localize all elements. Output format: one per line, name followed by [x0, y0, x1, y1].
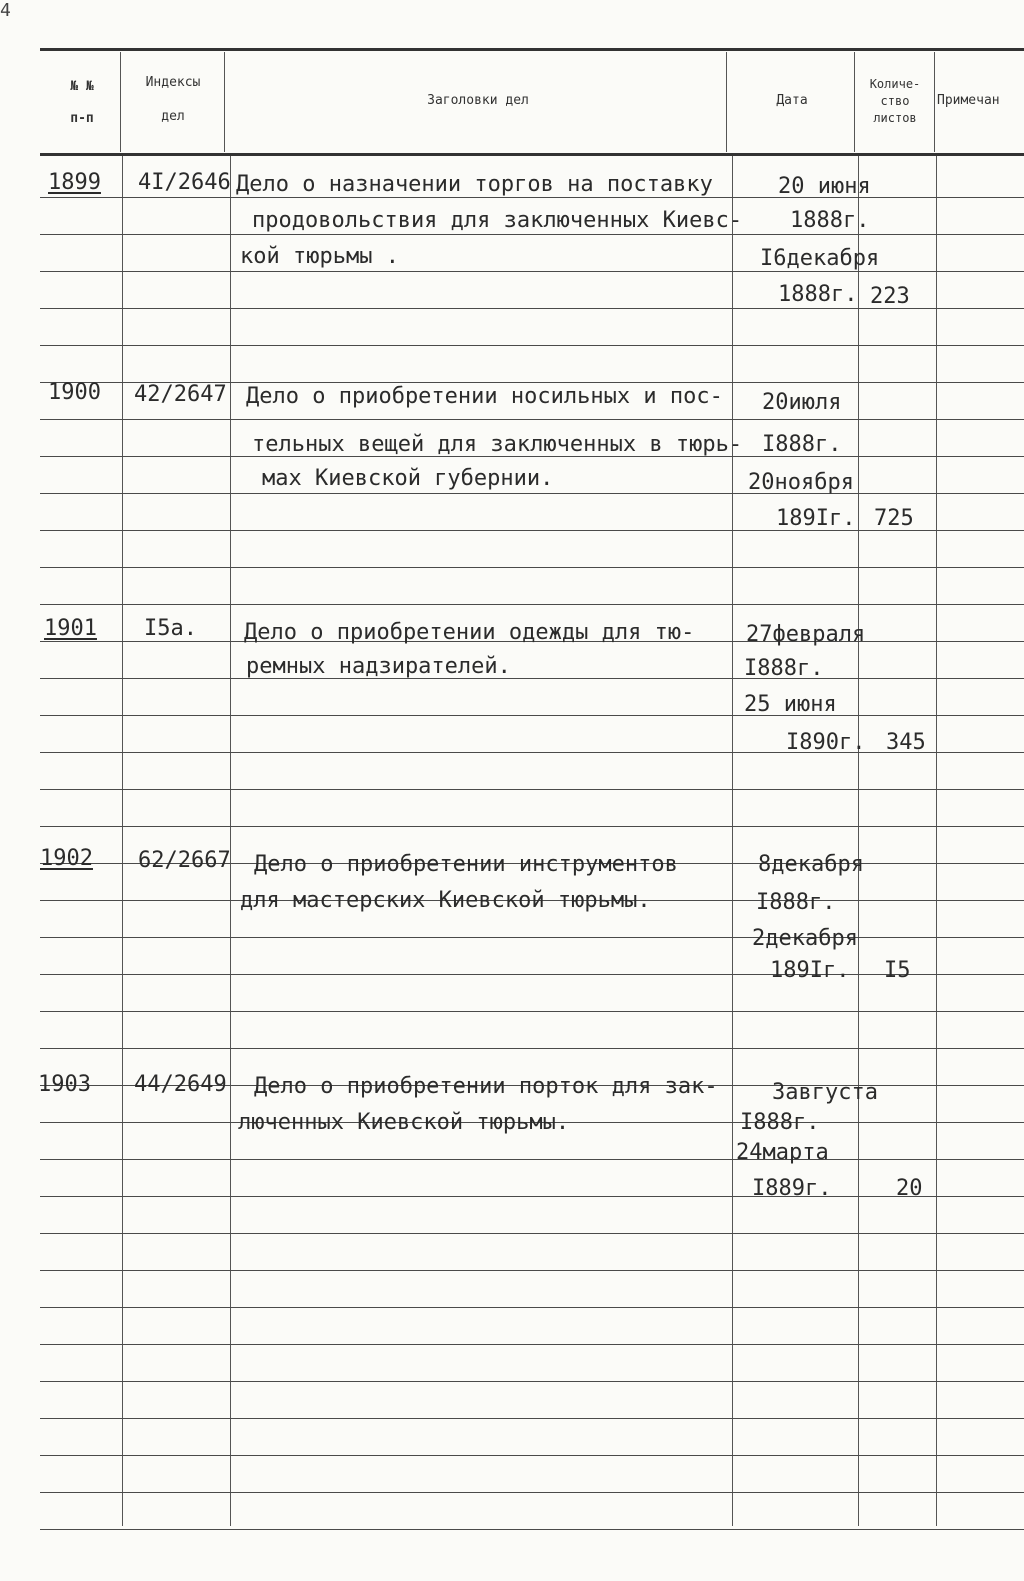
ruled-line — [40, 1529, 1024, 1530]
record-date-line: I889г. — [752, 1176, 832, 1201]
column-rule — [934, 52, 935, 152]
record-title-line: тельных вещей для заключенных в тюрь- — [252, 432, 743, 457]
record-sheets: 223 — [870, 284, 910, 309]
column-rule — [936, 156, 937, 1526]
record-sheets: 20 — [896, 1176, 923, 1201]
record-number: 1902 — [40, 846, 93, 871]
ruled-line — [40, 715, 1024, 716]
ruled-line — [40, 1307, 1024, 1308]
record-date-line: I6декабря — [760, 246, 880, 271]
ruled-line — [40, 678, 1024, 679]
ruled-line — [40, 1011, 1024, 1012]
column-rule — [732, 156, 733, 1526]
record-sheets: 725 — [874, 506, 914, 531]
ruled-line — [40, 752, 1024, 753]
header-col-notes: Примечан — [937, 93, 1000, 108]
record-title-line: Дело о приобретении инструментов — [254, 852, 678, 877]
header-col-sheets-line1: Количе- — [869, 77, 921, 91]
ruled-line — [40, 1270, 1024, 1271]
record-date-line: I888г. — [744, 656, 824, 681]
record-date-line: I888г. — [756, 890, 836, 915]
record-title-line: Дело о назначении торгов на поставку — [236, 172, 713, 197]
ruled-line — [40, 567, 1024, 568]
header-col-index-line2: дел — [161, 109, 185, 124]
record-title-line: для мастерских Киевской тюрьмы. — [240, 888, 651, 913]
header-col-sheets — [856, 76, 934, 127]
record-date-line: 189Iг. — [776, 506, 856, 531]
record-title-line: Дело о приобретении носильных и пос- — [246, 384, 723, 409]
record-date-line: 8декабря — [758, 852, 864, 877]
header-col-number — [44, 78, 120, 128]
header-col-date: Дата — [776, 93, 808, 108]
record-index: 44/2649 — [134, 1072, 227, 1097]
record-date-line: 189Iг. — [770, 958, 850, 983]
record-date-line: I888г. — [762, 432, 842, 457]
ruled-line — [40, 1455, 1024, 1456]
record-date-line: 25 июня — [744, 692, 837, 717]
record-date-line: 2декабря — [752, 926, 858, 951]
record-date-line: 1888г. — [778, 282, 858, 307]
ruled-line — [40, 789, 1024, 790]
corner-mark: 4 — [0, 0, 11, 21]
ruled-line — [40, 826, 1024, 827]
header-col-index-line1: Индексы — [145, 75, 201, 90]
record-date-line: 24марта — [736, 1140, 829, 1165]
header-col-sheets-line3: листов — [873, 111, 917, 125]
ruled-line — [40, 1159, 1024, 1160]
column-rule — [120, 52, 121, 152]
column-rule — [854, 52, 855, 152]
ruled-line — [40, 419, 1024, 420]
ruled-line — [40, 1492, 1024, 1493]
record-index: 42/2647 — [134, 382, 227, 407]
ruled-line — [40, 1344, 1024, 1345]
column-rule — [122, 156, 123, 1526]
record-title-line: люченных Киевской тюрьмы. — [238, 1110, 570, 1135]
record-date-line: 3августа — [772, 1080, 878, 1105]
ruled-line — [40, 234, 1024, 235]
record-sheets: 345 — [886, 730, 926, 755]
ruled-line — [40, 604, 1024, 605]
record-number: 1903 — [38, 1072, 91, 1097]
record-date-line: 1888г. — [790, 208, 870, 233]
record-index: 62/2667 — [138, 848, 231, 873]
record-date-line: 20июля — [762, 390, 842, 415]
header-col-index — [122, 74, 224, 126]
record-index: I5а. — [144, 616, 197, 641]
record-date-line: I890г. — [786, 730, 866, 755]
column-rule — [224, 52, 225, 152]
record-title-line: Дело о приобретении порток для зак- — [254, 1074, 718, 1099]
ruled-line — [40, 1381, 1024, 1382]
ruled-line — [40, 1048, 1024, 1049]
record-title-line: ремных надзирателей. — [246, 654, 511, 679]
header-col-sheets-line2: ство — [880, 94, 910, 108]
record-date-line: 27февраля — [746, 622, 866, 647]
ruled-line — [40, 1418, 1024, 1419]
record-number: 1899 — [48, 170, 101, 195]
record-date-line: I888г. — [740, 1110, 820, 1135]
ruled-line — [40, 974, 1024, 975]
ruled-line — [40, 1233, 1024, 1234]
record-title-line: Дело о приобретении одежды для тю- — [244, 620, 695, 645]
record-date-line: 20ноября — [748, 470, 854, 495]
record-sheets: I5 — [884, 958, 911, 983]
record-index: 4I/2646 — [138, 170, 231, 195]
column-rule — [858, 156, 859, 1526]
record-title-line: кой тюрьмы . — [240, 244, 399, 269]
column-rule — [230, 156, 231, 1526]
header-top-rule — [40, 48, 1024, 51]
ruled-line — [40, 493, 1024, 494]
record-number: 1901 — [44, 616, 97, 641]
record-title-line: продовольствия для заключенных Киевс- — [252, 208, 743, 233]
ruled-line — [40, 937, 1024, 938]
ruled-line — [40, 345, 1024, 346]
header-col-number-line1: № № — [70, 79, 94, 94]
header-bottom-rule — [40, 153, 1024, 156]
ruled-line — [40, 1196, 1024, 1197]
column-rule — [726, 52, 727, 152]
header-col-number-line2: п-п — [70, 111, 94, 126]
record-title-line: мах Киевской губернии. — [262, 466, 554, 491]
record-number: 1900 — [48, 380, 101, 405]
record-date-line: 20 июня — [778, 174, 871, 199]
header-col-title: Заголовки дел — [427, 93, 529, 108]
